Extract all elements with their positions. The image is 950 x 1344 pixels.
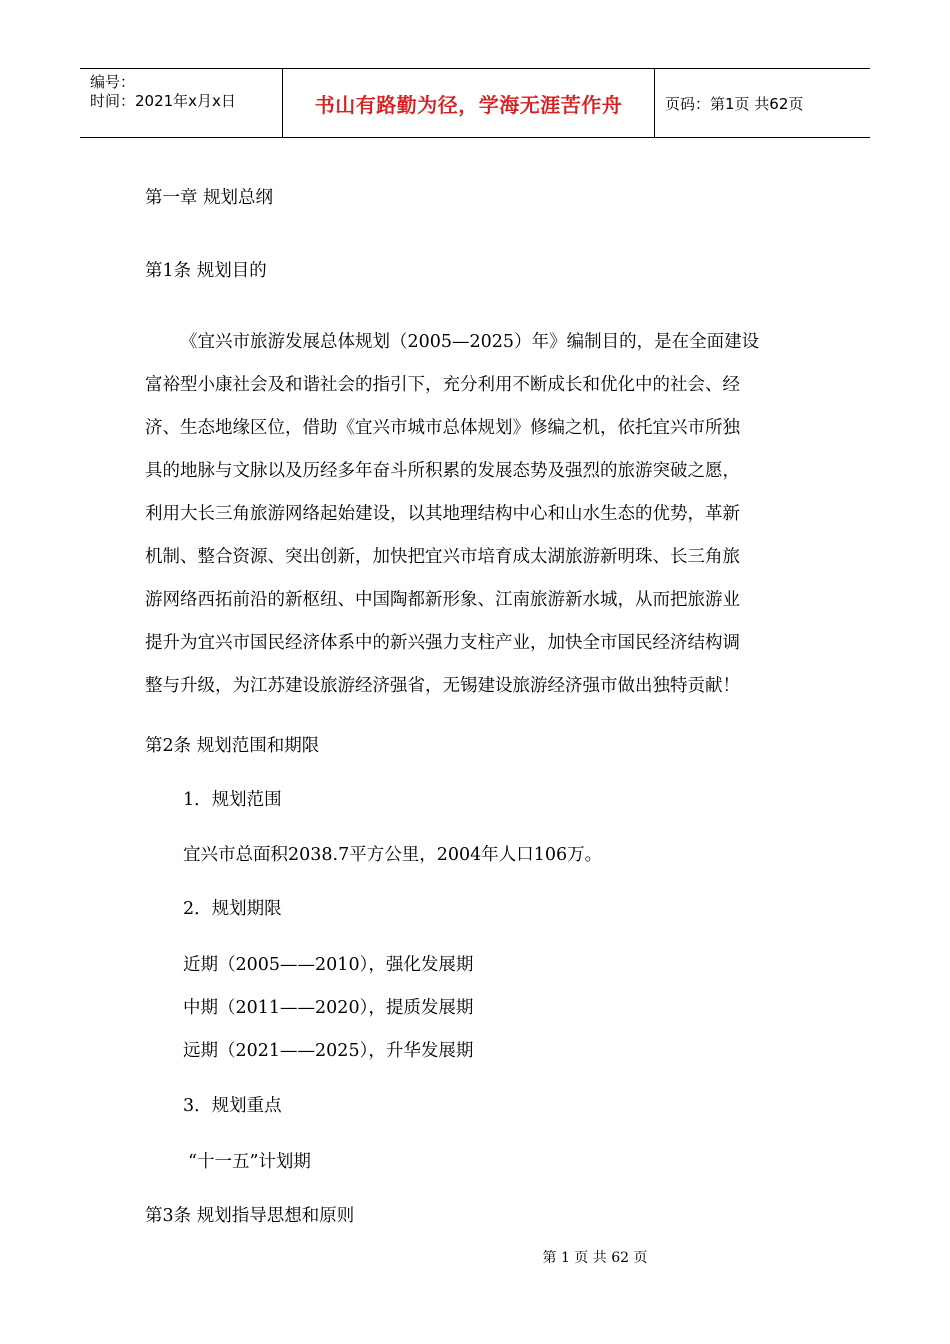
article1-title: 第1条 规划目的 (145, 261, 267, 281)
article1-paragraph (145, 321, 800, 708)
paragraph-line: 济、生态地缘区位，借助《宜兴市城市总体规划》修编之机，依托宜兴市所独 (145, 418, 740, 438)
page-info: 页码：第1页 共62页 (665, 94, 804, 113)
period-mid: 中期（2011——2020），提质发展期 (183, 998, 474, 1018)
header-page-cell (655, 69, 870, 137)
page-footer (0, 1247, 950, 1267)
number-label: 编号： (90, 73, 136, 91)
article2-title: 第2条 规划范围和期限 (145, 736, 320, 756)
focus-heading: 3．规划重点 (183, 1096, 282, 1116)
period-heading: 2．规划期限 (183, 899, 282, 919)
chapter-title: 第一章 规划总纲 (145, 188, 274, 208)
header-meta-cell (80, 69, 283, 137)
motto-text: 书山有路勤为径，学海无涯苦作舟 (314, 92, 623, 117)
paragraph-line: 整与升级，为江苏建设旅游经济强省，无锡建设旅游经济强市做出独特贡献！ (145, 676, 740, 696)
period-far: 远期（2021——2025），升华发展期 (183, 1041, 474, 1061)
article3-title: 第3条 规划指导思想和原则 (145, 1206, 355, 1226)
focus-text: “十一五”计划期 (188, 1152, 311, 1172)
paragraph-line: 提升为宜兴市国民经济体系中的新兴强力支柱产业，加快全市国民经济结构调 (145, 633, 740, 653)
period-near: 近期（2005——2010），强化发展期 (183, 955, 474, 975)
paragraph-line: 利用大长三角旅游网络起始建设，以其地理结构中心和山水生态的优势，革新 (145, 504, 740, 524)
paragraph-line: 《宜兴市旅游发展总体规划（2005—2025）年》编制目的，是在全面建设 (180, 332, 760, 352)
paragraph-line: 富裕型小康社会及和谐社会的指引下，充分利用不断成长和优化中的社会、经 (145, 375, 740, 395)
footer-page-number: 第 1 页 共 62 页 (542, 1250, 648, 1266)
document-header (80, 68, 870, 138)
scope-text: 宜兴市总面积2038.7平方公里，2004年人口106万。 (183, 845, 603, 865)
paragraph-line: 机制、整合资源、突出创新，加快把宜兴市培育成太湖旅游新明珠、长三角旅 (145, 547, 740, 567)
paragraph-line: 游网络西拓前沿的新枢纽、中国陶都新形象、江南旅游新水城，从而把旅游业 (145, 590, 740, 610)
scope-heading: 1．规划范围 (183, 790, 282, 810)
time-label: 时间：2021年x月x日 (90, 92, 236, 110)
header-motto-cell (283, 69, 655, 137)
paragraph-line: 具的地脉与文脉以及历经多年奋斗所积累的发展态势及强烈的旅游突破之愿， (145, 461, 740, 481)
